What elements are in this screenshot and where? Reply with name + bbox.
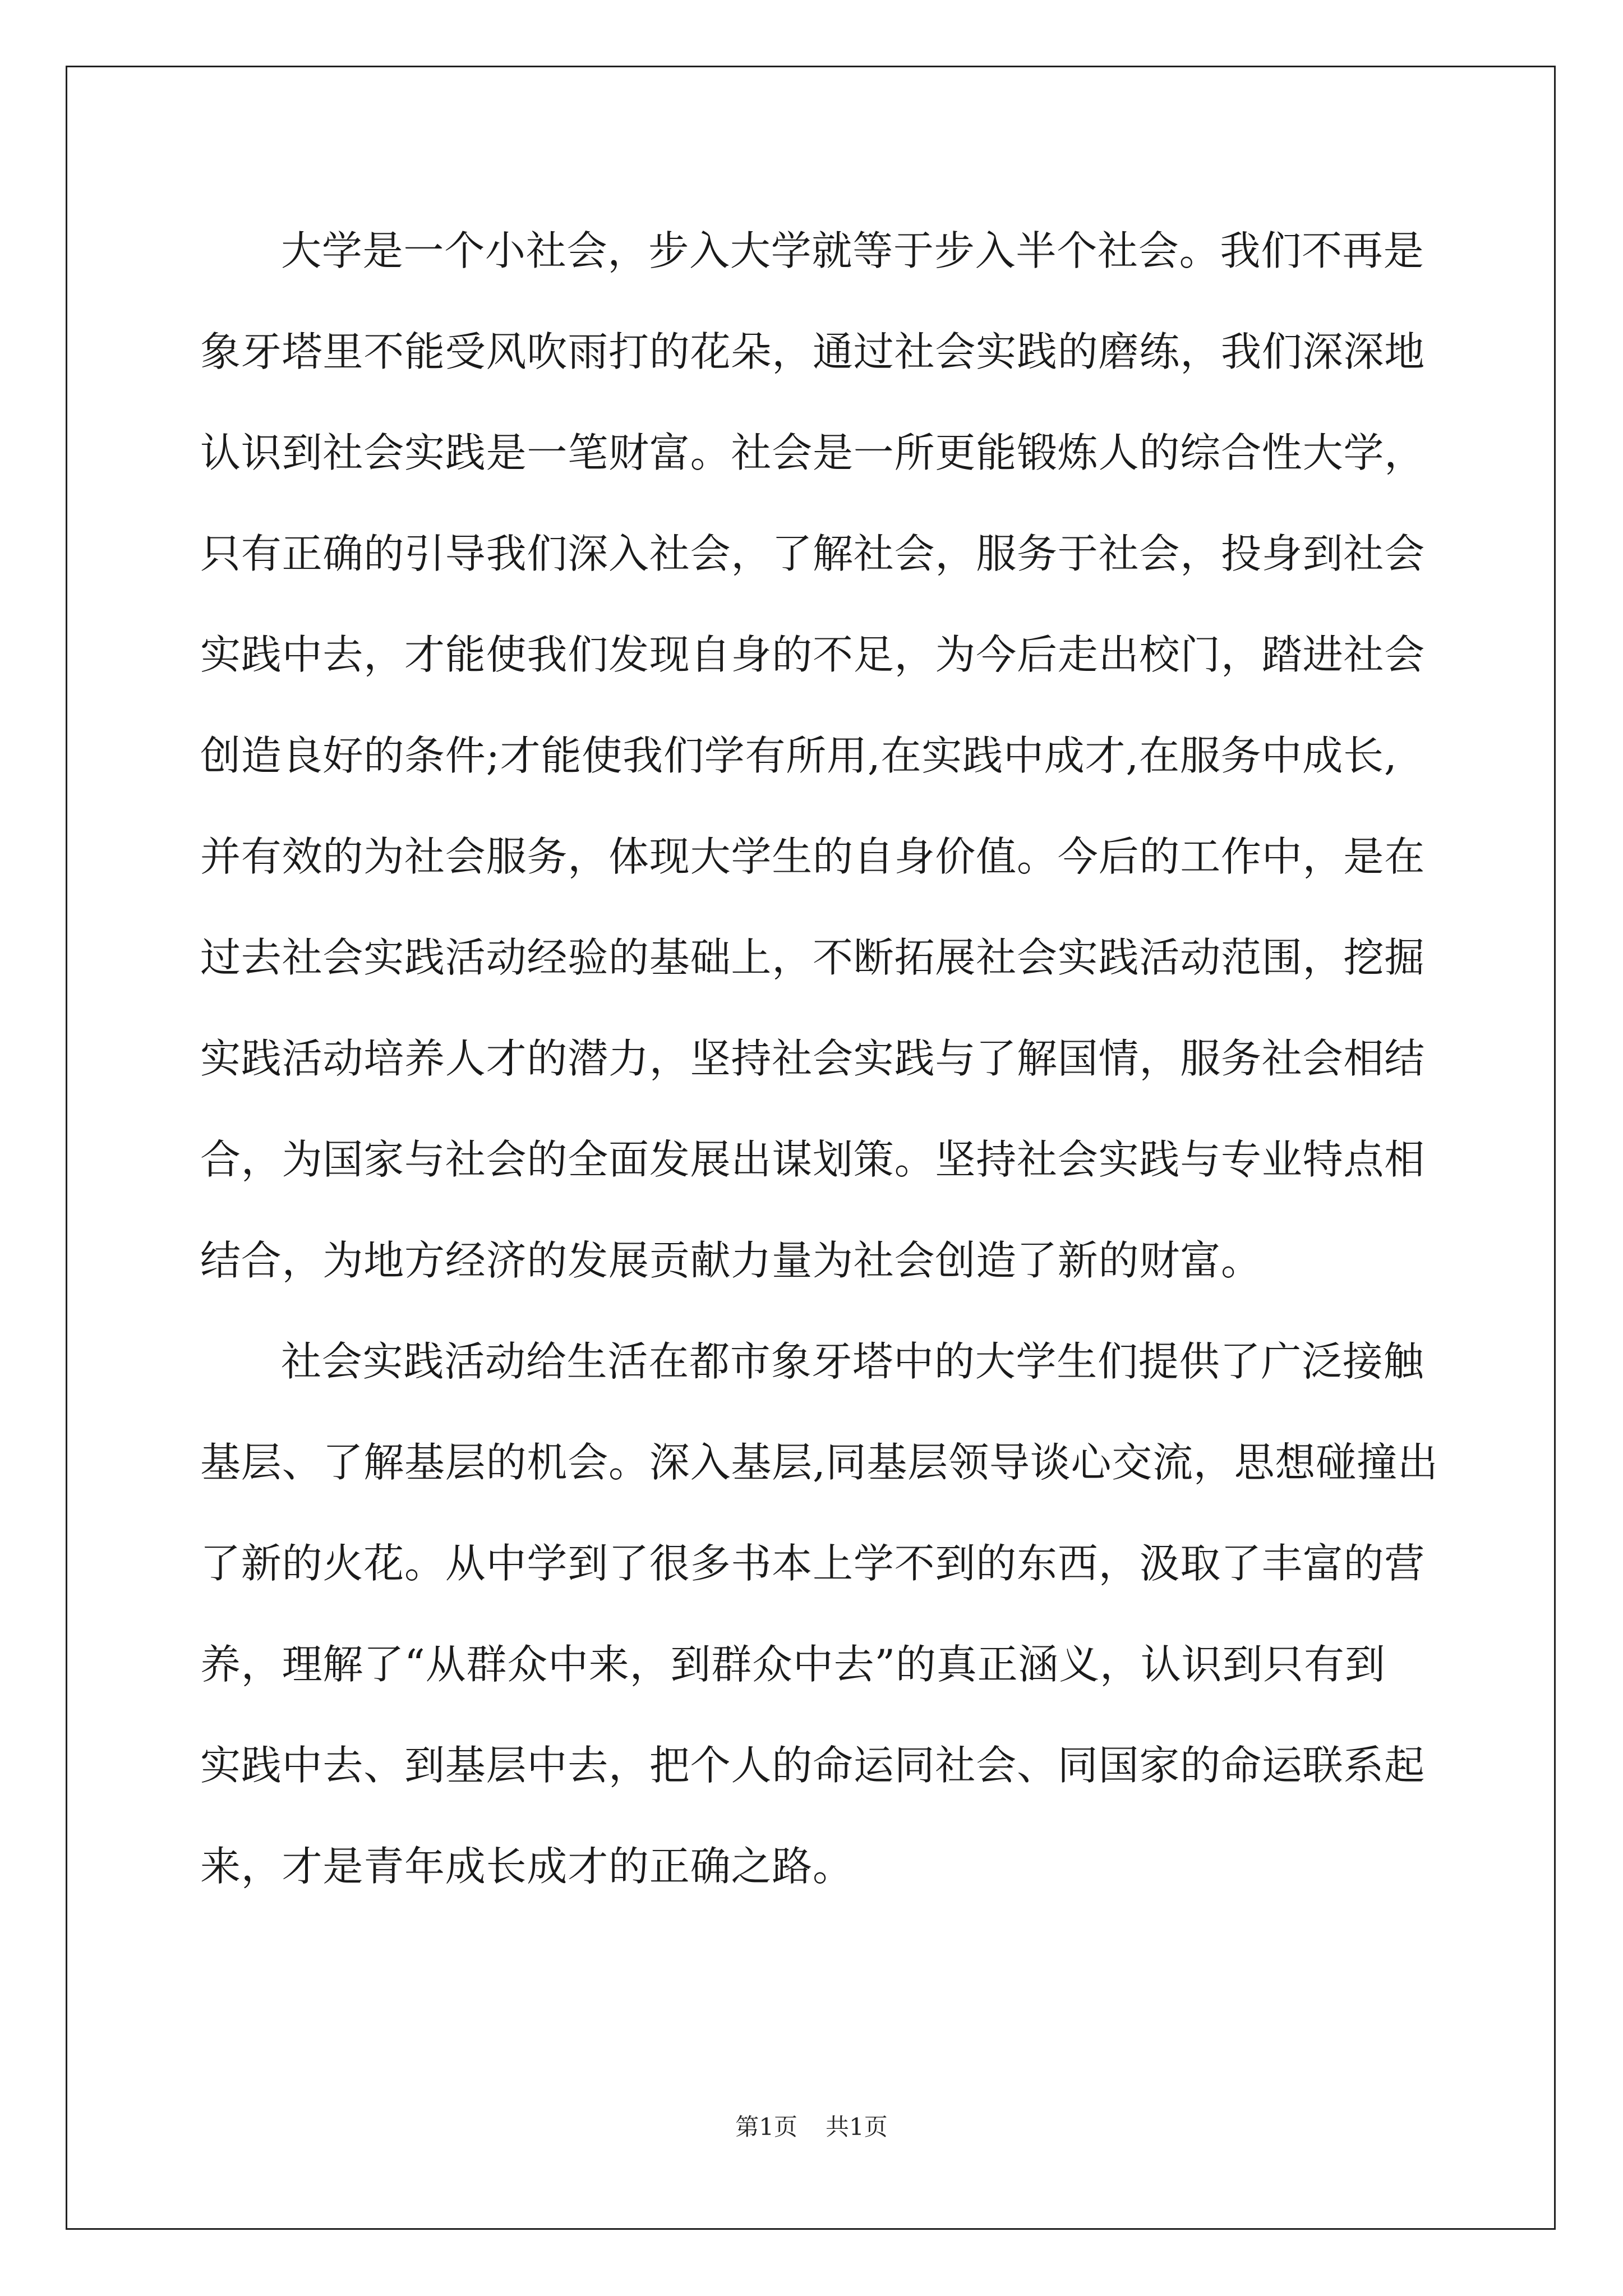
text-line: 结合，为地方经济的发展贡献力量为社会创造了新的财富。 [200,1237,1262,1284]
text-line: 并有效的为社会服务，体现大学生的自身价值。今后的工作中，是在 [200,833,1426,880]
paragraph-1 [200,200,1428,1311]
paragraph-2 [200,1311,1438,1917]
document-body [200,200,1438,1917]
page-total: 共1页 [826,2113,888,2141]
text-line: 过去社会实践活动经验的基础上，不断拓展社会实践活动范围，挖掘 [200,934,1426,981]
text-line: 实践中去、到基层中去，把个人的命运同社会、同国家的命运联系起 [200,1742,1426,1789]
text-line: 社会实践活动给生活在都市象牙塔中的大学生们提供了广泛接触 [281,1338,1424,1385]
text-line: 象牙塔里不能受风吹雨打的花朵，通过社会实践的磨练，我们深深地 [200,328,1426,375]
text-line: 实践活动培养人才的潜力，坚持社会实践与了解国情，服务社会相结 [200,1035,1426,1082]
text-line: 养，理解了“从群众中来，到群众中去”的真正涵义，认识到只有到 [200,1641,1386,1688]
text-line: 创造良好的条件;才能使我们学有所用,在实践中成才,在服务中成长, [200,732,1398,779]
text-line: 合，为国家与社会的全面发展出谋划策。坚持社会实践与专业特点相 [200,1136,1426,1183]
text-line: 只有正确的引导我们深入社会，了解社会，服务于社会，投身到社会 [200,530,1426,577]
text-line: 基层、了解基层的机会。深入基层,同基层领导谈心交流，思想碰撞出 [200,1439,1438,1486]
text-line: 了新的火花。从中学到了很多书本上学不到的东西，汲取了丰富的营 [200,1540,1426,1587]
page-footer [0,2110,1623,2144]
page-number: 第1页 [735,2113,797,2141]
text-line: 认识到社会实践是一笔财富。社会是一所更能锻炼人的综合性大学， [200,429,1426,476]
text-line: 实践中去，才能使我们发现自身的不足，为今后走出校门，踏进社会 [200,631,1426,678]
text-line: 大学是一个小社会，步入大学就等于步入半个社会。我们不再是 [281,227,1424,274]
text-line: 来，才是青年成长成才的正确之路。 [200,1843,854,1890]
